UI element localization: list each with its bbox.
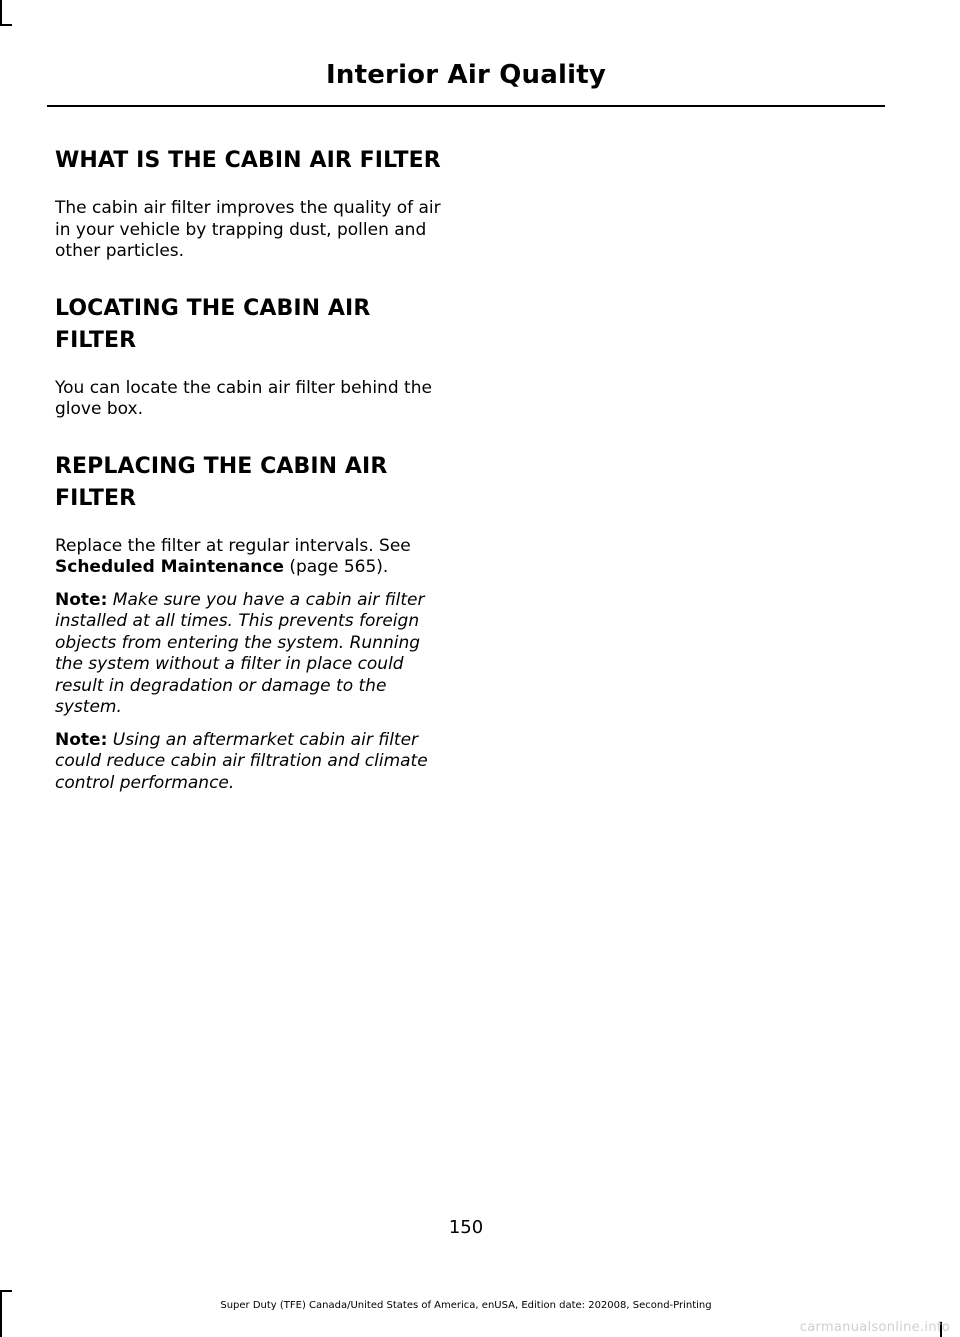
page-title: Interior Air Quality [326,60,606,90]
section-body-locating: You can locate the cabin air filter behind the glove box. [55,377,432,419]
scheduled-maintenance-link[interactable]: Scheduled Maintenance [55,557,284,577]
crop-mark-bottom-left-horizontal [0,1290,12,1292]
note-label: Note: [55,729,108,750]
section-heading-locating: LOCATING THE CABIN AIR FILTER [55,295,371,353]
footer-edition-info: Super Duty (TFE) Canada/United States of America, enUSA, Edition date: 202008, Second-Printing [220,1300,712,1311]
watermark: carmanualsonline.info [799,1320,950,1335]
note-text: Make sure you have a cabin air filter installed at all times. This prevents foreign objects from entering the system. Running the system without a filter in place could result in degradation or damage to the system. [55,589,425,717]
section-heading-replacing: REPLACING THE CABIN AIR FILTER [55,453,388,511]
section-heading-what-is: WHAT IS THE CABIN AIR FILTER [55,148,441,173]
page-number: 150 [448,1217,484,1238]
main-content [55,145,450,805]
xref-page-reference: (page 565). [289,557,389,577]
crop-mark-top-left-horizontal [0,24,12,26]
section-body-replacing [55,536,450,579]
replacing-body-text: Replace the filter at regular intervals. See [55,535,411,556]
note-label: Note: [55,589,108,610]
note-paragraph [55,590,450,719]
note-paragraph [55,730,450,795]
header-divider [47,105,885,107]
crop-mark-bottom-left-vertical [0,1290,2,1337]
section-body-what-is: The cabin air filter improves the quality of air in your vehicle by trapping dust, pollen and other particles. [55,198,441,261]
crop-mark-top-left-vertical [0,0,2,26]
note-text: Using an aftermarket cabin air filter could reduce cabin air filtration and climate control performance. [55,729,428,793]
